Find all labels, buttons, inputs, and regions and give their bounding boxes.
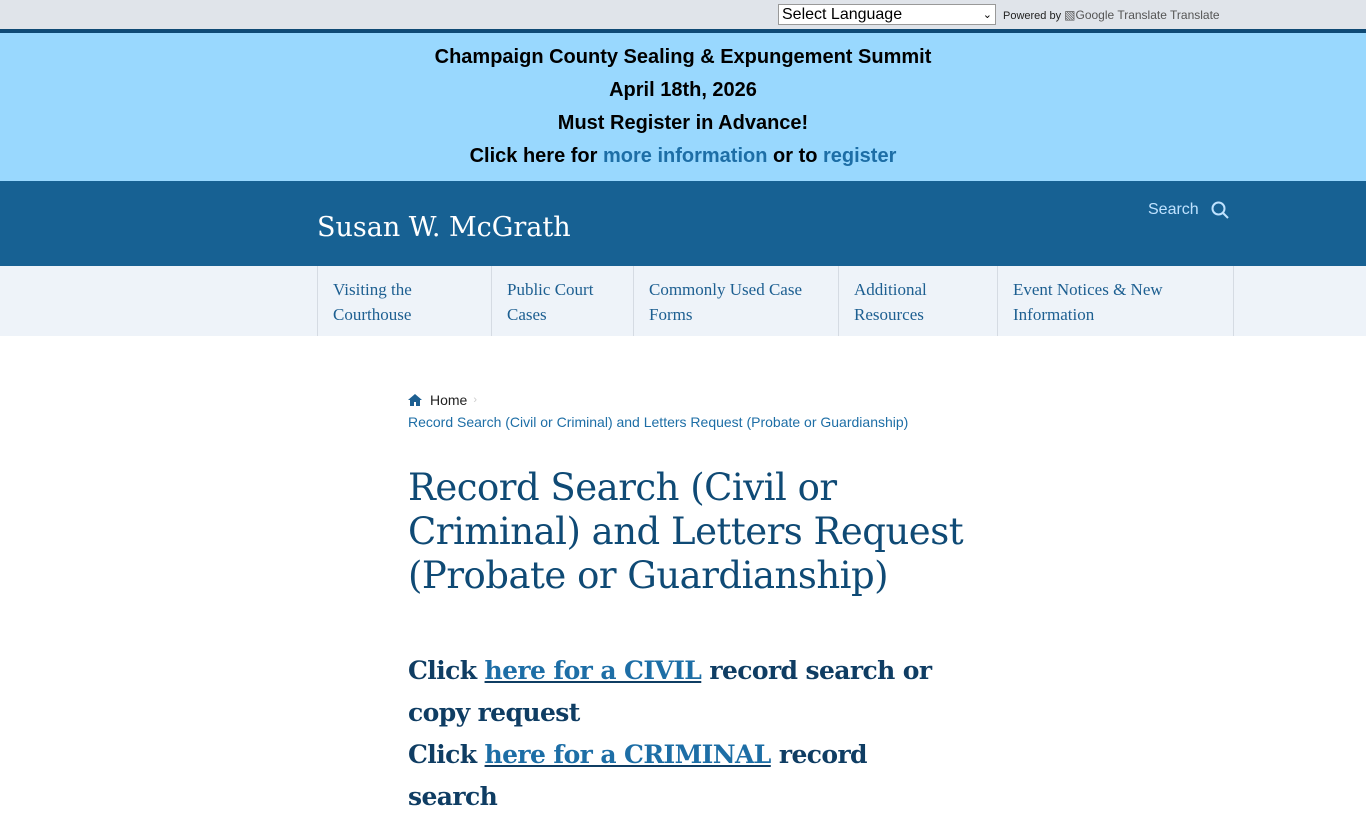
banner-line: Must Register in Advance! bbox=[557, 112, 809, 134]
more-information-link[interactable]: more information bbox=[603, 145, 768, 167]
nav-item-public-court-cases[interactable]: Public Court Cases bbox=[491, 266, 633, 336]
translate-label: Translate bbox=[1170, 8, 1220, 22]
search-icon bbox=[1211, 201, 1229, 219]
page-title: Record Search (Civil or Criminal) and Letters Request (Probate or Guardianship) bbox=[408, 466, 964, 597]
chevron-down-icon: ⌄ bbox=[982, 9, 992, 21]
nav-item-visiting[interactable]: Visiting the Courthouse bbox=[317, 266, 491, 336]
site-header bbox=[0, 181, 1366, 266]
breadcrumb-current[interactable]: Record Search (Civil or Criminal) and Letters Request (Probate or Guardianship) bbox=[408, 414, 909, 430]
banner-line bbox=[0, 144, 1366, 177]
google-translate-logo[interactable]: ▧Google Translate Translate bbox=[1064, 8, 1220, 22]
banner-line: April 18th, 2026 bbox=[609, 79, 757, 101]
text: record search bbox=[408, 740, 867, 811]
banner-text: or to bbox=[767, 145, 823, 167]
powered-by-label: Powered by bbox=[1003, 10, 1062, 22]
text: Click bbox=[408, 740, 485, 769]
register-link[interactable]: register bbox=[823, 145, 897, 167]
search-button[interactable] bbox=[1148, 201, 1229, 219]
language-select[interactable] bbox=[778, 4, 996, 25]
nav-item-additional-resources[interactable]: Additional Resources bbox=[838, 266, 997, 336]
google-translate-alt: Google Translate bbox=[1075, 8, 1167, 22]
site-title[interactable]: Susan W. McGrath bbox=[317, 212, 571, 243]
criminal-record-link[interactable]: here for a CRIMINAL bbox=[484, 740, 771, 769]
event-banner bbox=[0, 29, 1366, 181]
home-icon bbox=[408, 394, 422, 406]
nav-item-event-notices[interactable]: Event Notices & New Information bbox=[997, 266, 1233, 336]
breadcrumb bbox=[408, 392, 968, 408]
nav-item-case-forms[interactable]: Commonly Used Case Forms bbox=[633, 266, 838, 336]
breadcrumb-home[interactable]: Home bbox=[430, 392, 468, 408]
powered-by bbox=[1003, 8, 1220, 22]
civil-record-link[interactable]: here for a CIVIL bbox=[484, 656, 702, 685]
main-content bbox=[408, 392, 968, 818]
language-select-value: Select Language bbox=[782, 5, 903, 23]
civil-paragraph bbox=[408, 650, 948, 734]
text: Click bbox=[408, 656, 485, 685]
criminal-paragraph bbox=[408, 734, 948, 818]
main-nav bbox=[0, 266, 1366, 336]
text: record search or copy request bbox=[408, 656, 932, 727]
translate-bar bbox=[0, 0, 1366, 29]
breadcrumb-separator-icon: › bbox=[473, 394, 478, 406]
search-label: Search bbox=[1148, 201, 1199, 218]
banner-line: Champaign County Sealing & Expungement Summit bbox=[434, 46, 932, 68]
banner-text: Click here for bbox=[469, 145, 603, 167]
